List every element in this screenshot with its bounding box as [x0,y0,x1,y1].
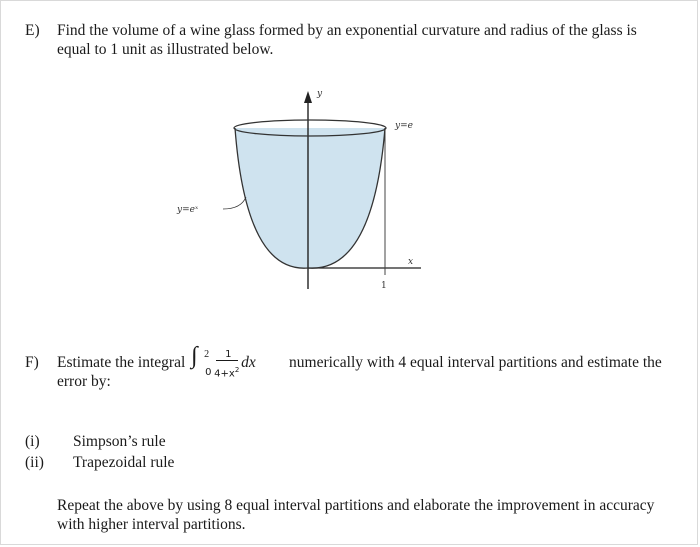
glass-fill [235,128,385,268]
integral-sign: ∫ [191,343,198,369]
integral-lower-limit: 0 [205,367,212,378]
y-axis-label: y [317,89,323,99]
curve-label-leader [223,197,246,209]
list-item-text: Trapezoidal rule [73,454,175,471]
question-f-label: F) [25,354,39,371]
fraction-numerator: 1 [225,349,232,360]
integral-differential: dx [241,354,256,371]
y-axis-arrow [304,91,312,103]
wine-glass-figure [151,83,451,303]
integral-upper-limit: 2 [204,349,210,360]
top-label: y=e [395,121,413,131]
curve-label: y=eˣ [177,205,199,215]
denominator-base: 4+x [214,368,235,380]
denominator-exponent: 2 [234,366,240,374]
list-item-number: (i) [25,433,40,450]
integral-expression [189,343,285,380]
tick-label: 1 [381,281,387,291]
question-e-text: Find the volume of a wine glass formed by an exponential curvature and radius of the glass is equal to 1 unit as illustrated below. [57,22,637,58]
fraction-denominator [214,361,239,383]
list-item-text: Simpson’s rule [73,433,166,450]
question-e-label: E) [25,22,40,39]
question-f-text [57,343,667,391]
list-item-number: (ii) [25,454,44,471]
question-f-text-after: numerically with 4 equal interval partitions and estimate the error by: [57,354,662,390]
repeat-instruction: Repeat the above by using 8 equal interval partitions and elaborate the improvement in accuracy with higher interval partitions. [57,497,655,533]
question-f-text-before: Estimate the integral [57,354,186,371]
x-axis-label: x [408,257,414,267]
